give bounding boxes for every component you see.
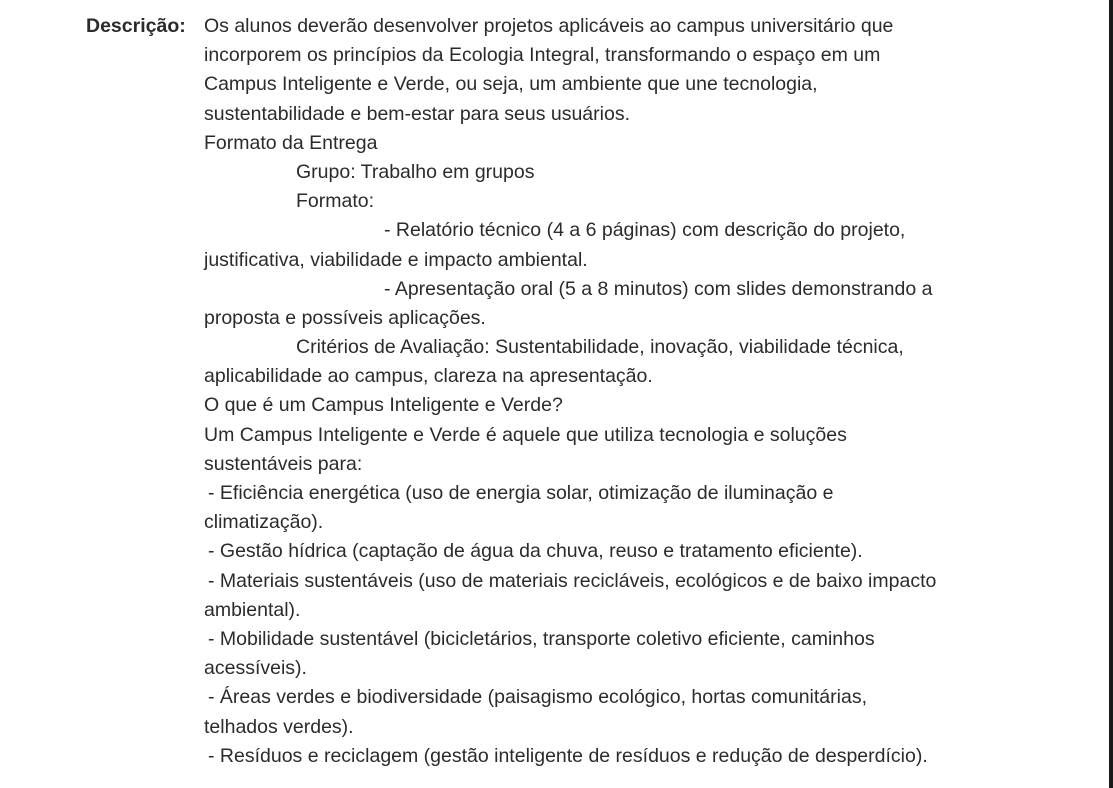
presentation-item-continued: proposta e possíveis aplicações.: [204, 306, 486, 329]
report-item-continued: justificativa, viabilidade e impacto ambiental.: [204, 248, 588, 271]
intro-line: Os alunos deverão desenvolver projetos aplicáveis ao campus universitário que: [204, 15, 894, 37]
description-label: Descrição:: [86, 15, 186, 37]
bullet-item: - Materiais sustentáveis (uso de materiais recicláveis, ecológicos e de baixo impacto: [208, 569, 937, 592]
group-line: Grupo: Trabalho em grupos: [296, 160, 535, 183]
bullet-item-continued: acessíveis).: [204, 657, 307, 680]
page-right-border: [1109, 0, 1113, 788]
description-body: [204, 12, 1084, 771]
bullet-item: - Eficiência energética (uso de energia solar, otimização de iluminação e: [208, 482, 834, 504]
intro-line: incorporem os princípios da Ecologia Integral, transformando o espaço em um: [204, 44, 881, 67]
format-heading: Formato da Entrega: [204, 131, 378, 154]
definition-line: Um Campus Inteligente e Verde é aquele que utiliza tecnologia e soluções: [204, 423, 847, 446]
format-label: Formato:: [296, 190, 375, 213]
criteria-line-continued: aplicabilidade ao campus, clareza na apresentação.: [204, 365, 653, 388]
presentation-item: - Apresentação oral (5 a 8 minutos) com slides demonstrando a: [384, 277, 933, 300]
bullet-item-continued: climatização).: [204, 511, 324, 534]
criteria-line: Critérios de Avaliação: Sustentabilidade, inovação, viabilidade técnica,: [296, 336, 904, 359]
bullet-item-continued: ambiental).: [204, 598, 301, 621]
definition-line-continued: sustentáveis para:: [204, 452, 363, 475]
intro-line: sustentabilidade e bem-estar para seus usuários.: [204, 102, 630, 125]
bullet-item: - Áreas verdes e biodiversidade (paisagismo ecológico, hortas comunitárias,: [208, 686, 867, 709]
bullet-item: - Mobilidade sustentável (bicicletários, transporte coletivo eficiente, caminhos: [208, 627, 875, 650]
bullet-item-continued: telhados verdes).: [204, 715, 354, 738]
question-heading: O que é um Campus Inteligente e Verde?: [204, 394, 563, 417]
bullet-item: - Resíduos e reciclagem (gestão inteligente de resíduos e redução de desperdício).: [208, 744, 928, 767]
intro-line: Campus Inteligente e Verde, ou seja, um ambiente que une tecnologia,: [204, 73, 818, 96]
report-item: - Relatório técnico (4 a 6 páginas) com descrição do projeto,: [384, 219, 906, 242]
bullet-item: - Gestão hídrica (captação de água da chuva, reuso e tratamento eficiente).: [208, 540, 863, 563]
